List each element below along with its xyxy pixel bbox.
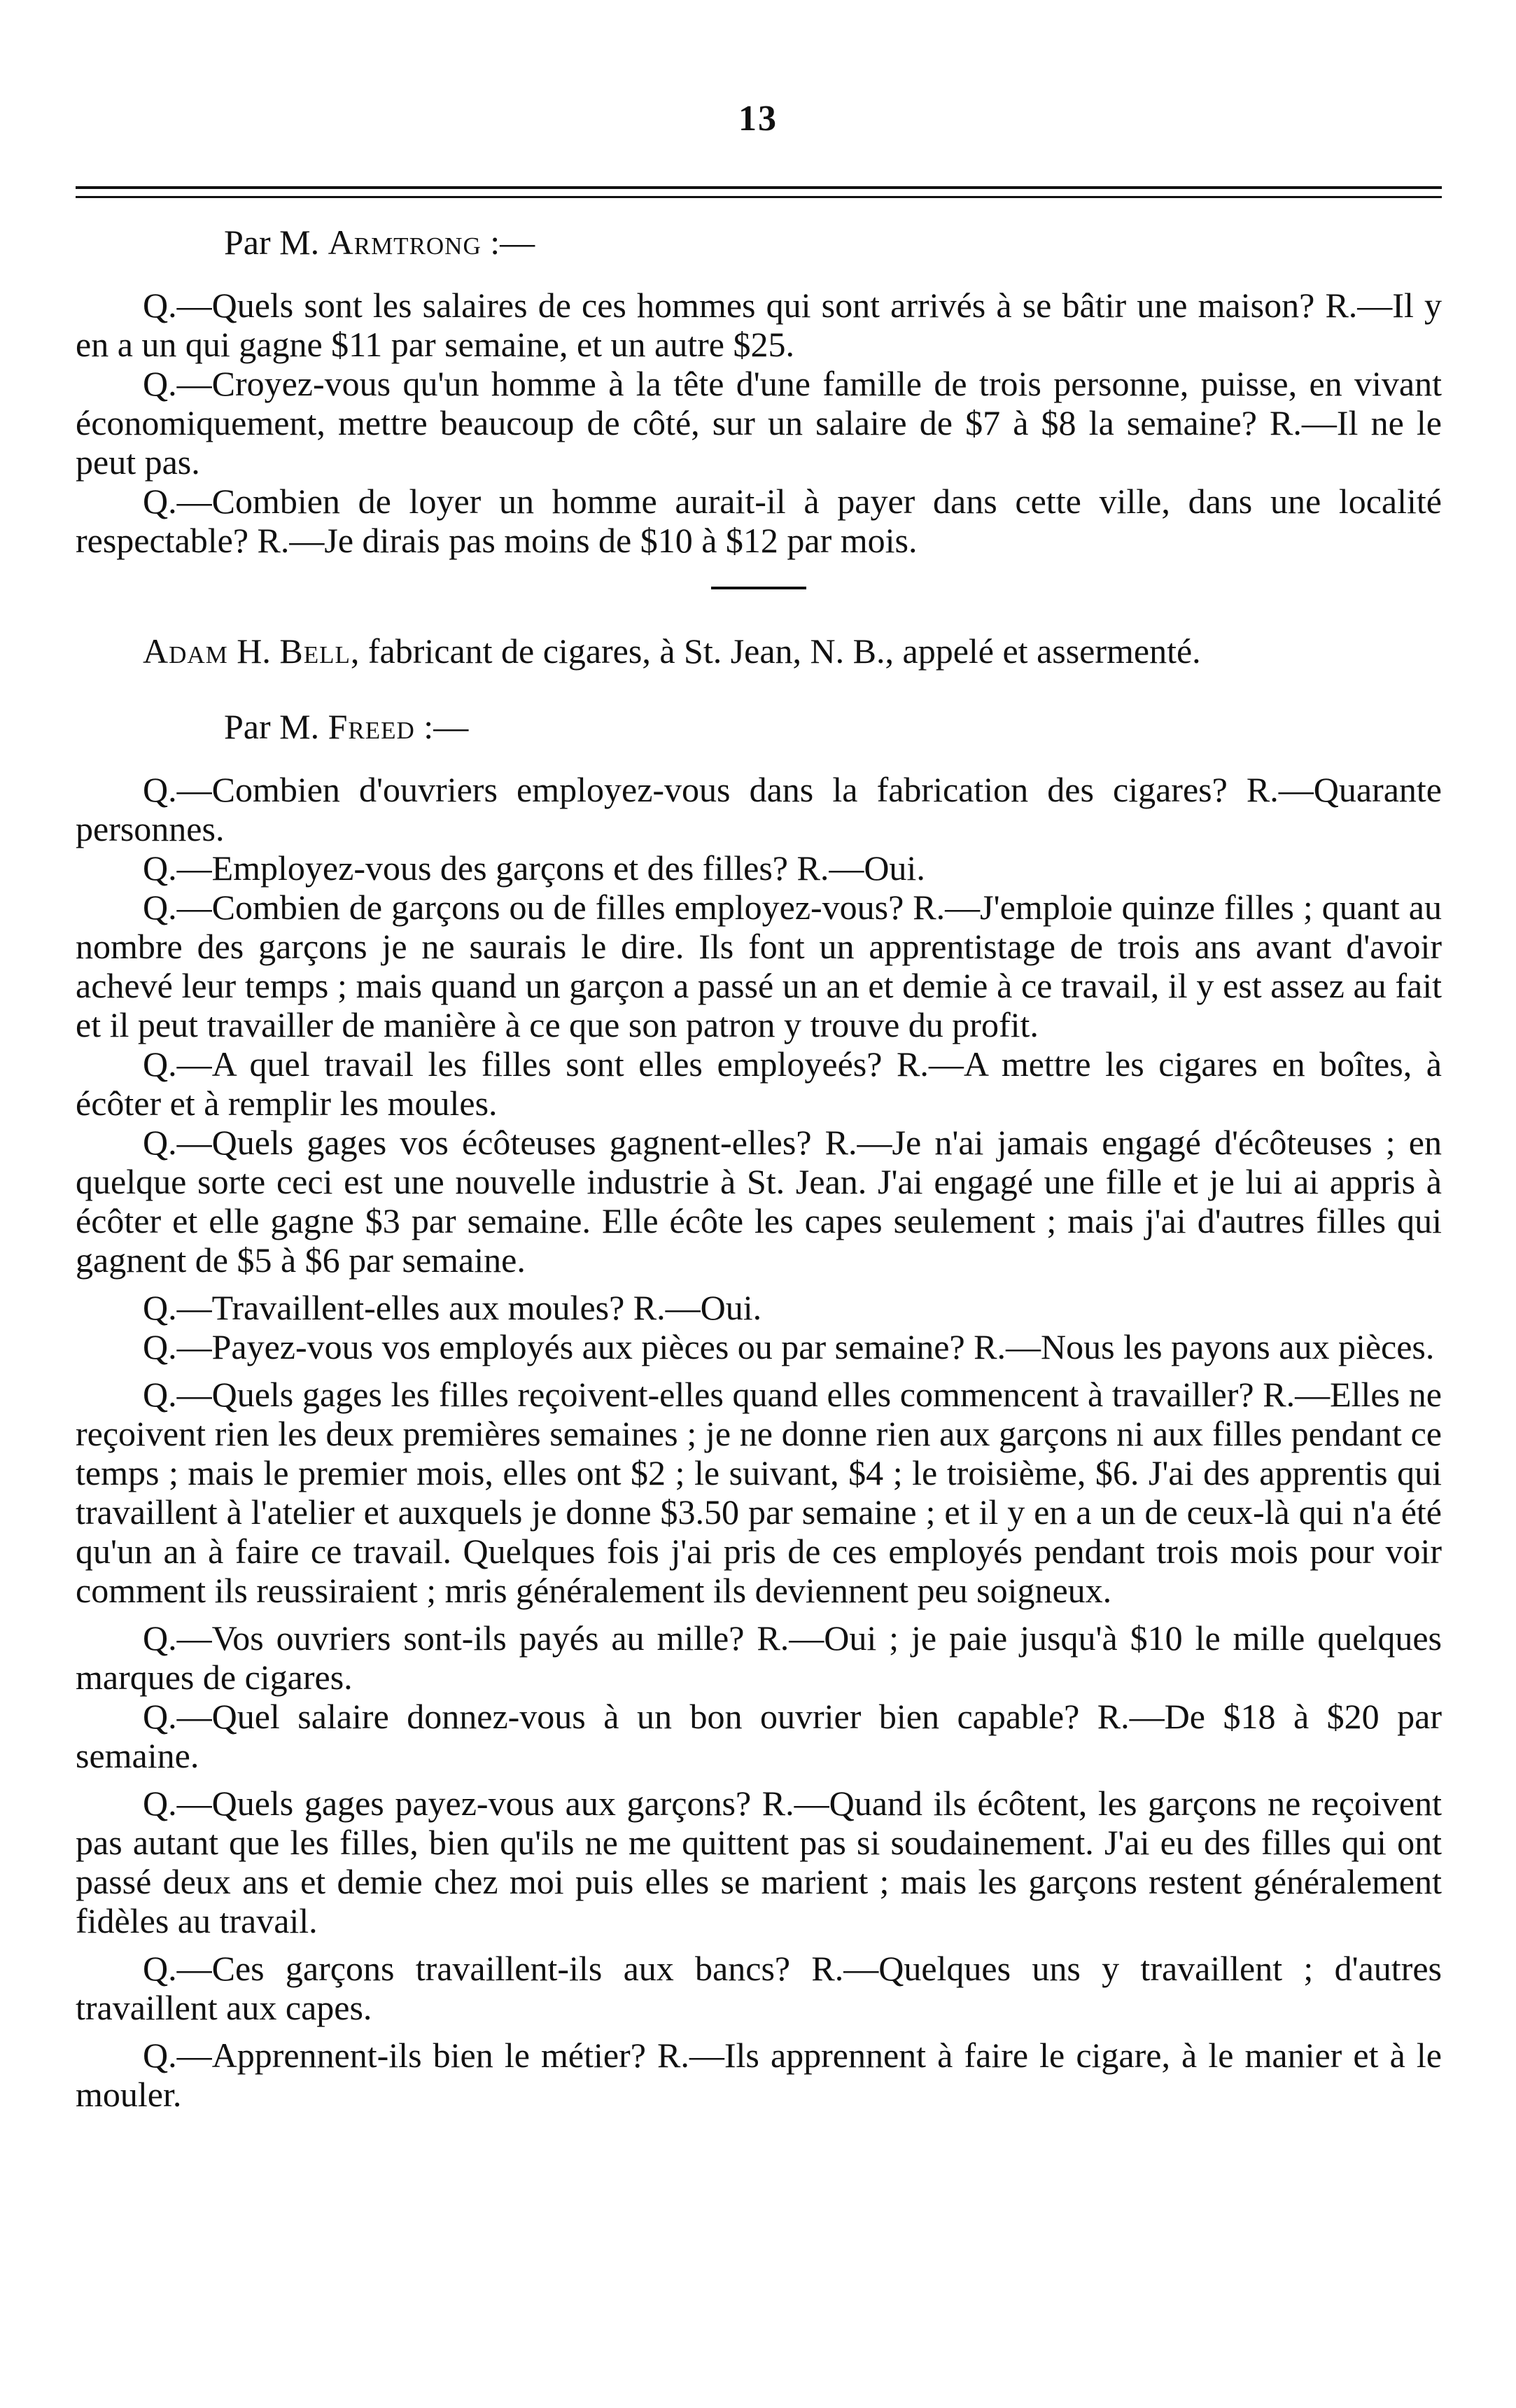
page-content — [76, 223, 1442, 2114]
qa-paragraph: Q.—Croyez-vous qu'un homme à la tête d'une famille de trois personne, puisse, en vivant économiquement, mettre beaucoup de côté, sur un salaire de $7 à $8 la semaine? R.—Il ne le peut pas. — [76, 364, 1442, 482]
qa-paragraph: Q.—Combien de loyer un homme aurait-il à payer dans cette ville, dans une localité respectable? R.—Je dirais pas moins de $10 à $12 par mois. — [76, 482, 1442, 560]
header-rule — [76, 186, 1442, 189]
qa-paragraph: Q.—Quels gages payez-vous aux garçons? R.—Quand ils écôtent, les garçons ne reçoivent pas autant que les filles, bien qu'ils ne me quittent pas si soudainement. J'ai eu des filles qui ont passé deux ans et demie chez moi puis elles se marient ; mais les garçons restent généralement fidèles au travail. — [76, 1784, 1442, 1940]
qa-paragraph: Q.—A quel travail les filles sont elles employeés? R.—A mettre les cigares en boîtes, à écôter et à remplir les moules. — [76, 1044, 1442, 1123]
speaker-suffix: :— — [414, 707, 469, 746]
qa-paragraph: Q.—Combien d'ouvriers employez-vous dans la fabrication des cigares? R.—Quarante personnes. — [76, 770, 1442, 848]
witness-introduction — [76, 631, 1442, 671]
qa-paragraph: Q.—Travaillent-elles aux moules? R.—Oui. — [143, 1288, 762, 1327]
qa-paragraph: Q.—Quel salaire donnez-vous à un bon ouvrier bien capable? R.—De $18 à $20 par semaine. — [76, 1697, 1442, 1775]
speaker-prefix: Par M. — [224, 223, 328, 262]
witness-first-name: Adam — [143, 631, 228, 671]
qa-paragraph: Q.—Quels gages vos écôteuses gagnent-elles? R.—Je n'ai jamais engagé d'écôteuses ; en quelque sorte ceci est une nouvelle industrie à St. Jean. J'ai engagé une fille et je lui ai appris à écôter et elle gagne $3 par semaine. Elle écôte les capes seulement ; mais j'ai d'autres filles qui gagnent de $5 à $6 par semaine. — [76, 1123, 1442, 1280]
speaker-suffix: :— — [481, 223, 535, 262]
speaker-heading — [76, 707, 1442, 746]
qa-paragraph: Q.—Combien de garçons ou de filles employez-vous? R.—J'emploie quinze filles ; quant au nombre des garçons je ne saurais le dire. Ils font un apprentistage de trois ans avant d'avoir achevé leur temps ; mais quand un garçon a passé un an et demie à ce travail, il y est assez au fait et il peut travailler de manière à ce que son patron y trouve du profit. — [76, 888, 1442, 1044]
qa-paragraph: Q.—Vos ouvriers sont-ils payés au mille? R.—Oui ; je paie jusqu'à $10 le mille quelques marques de cigares. — [76, 1618, 1442, 1697]
qa-paragraph: Q.—Ces garçons travaillent-ils aux bancs? R.—Quelques uns y travaillent ; d'autres travaillent aux capes. — [76, 1949, 1442, 2027]
page-number: 13 — [738, 99, 778, 139]
speaker-heading — [76, 223, 1442, 262]
witness-middle-initial: H. — [227, 631, 280, 671]
qa-paragraph: Q.—Apprennent-ils bien le métier? R.—Ils apprennent à faire le cigare, à le manier et à le mouler. — [76, 2036, 1442, 2114]
qa-paragraph: Q.—Quels gages les filles reçoivent-elles quand elles commencent à travailler? R.—Elles ne reçoivent rien les deux premières semaines ; je ne donne rien aux garçons ni aux filles pendant ce temps ; mais le premier mois, elles ont $2 ; le suivant, $4 ; le troisième, $6. J'ai des apprentis qui travaillent à l'atelier et auxquels je donne $3.50 par semaine ; et il y en a un de ceux-là qui n'a été qu'un an à faire ce travail. Quelques fois j'ai pris de ces employés pendant trois mois pour voir comment ils reussiraient ; mris généralement ils deviennent peu soigneux. — [76, 1375, 1442, 1610]
speaker-name: Armtrong — [328, 223, 482, 262]
section-divider — [711, 587, 806, 589]
witness-last-name: Bell — [279, 631, 351, 671]
speaker-name: Freed — [328, 707, 415, 746]
qa-paragraph: Q.—Payez-vous vos employés aux pièces ou par semaine? R.—Nous les payons aux pièces. — [143, 1327, 1435, 1366]
speaker-prefix: Par M. — [224, 707, 328, 746]
qa-paragraph: Q.—Employez-vous des garçons et des filles? R.—Oui. — [143, 848, 925, 888]
witness-description: , fabricant de cigares, à St. Jean, N. B., appelé et assermenté. — [350, 631, 1201, 671]
qa-paragraph: Q.—Quels sont les salaires de ces hommes qui sont arrivés à se bâtir une maison? R.—Il y en a un qui gagne $11 par semaine, et un autre $25. — [76, 286, 1442, 364]
header-rule-double — [76, 196, 1442, 198]
